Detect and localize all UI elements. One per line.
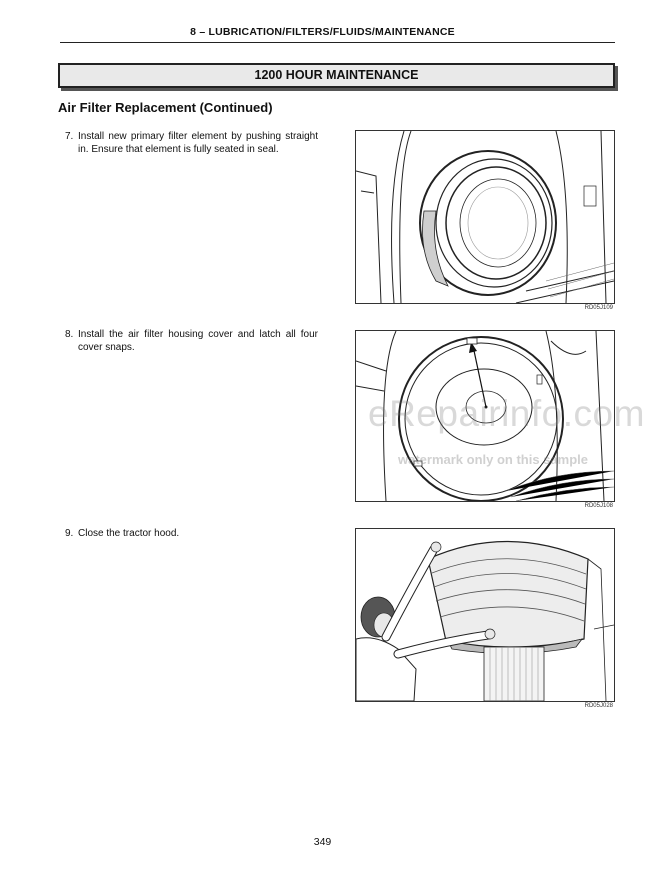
figure-code: RD05J108 bbox=[584, 503, 613, 509]
figure-filter-element bbox=[355, 130, 615, 304]
step-number: 9. bbox=[65, 528, 74, 539]
page-number: 349 bbox=[313, 836, 332, 848]
chapter-header: 8 – LUBRICATION/FILTERS/FLUIDS/MAINTENANCE bbox=[190, 26, 455, 38]
figure-code: RD05J028 bbox=[584, 703, 613, 709]
step-9 bbox=[65, 527, 318, 540]
filter-element-illustration bbox=[356, 131, 614, 303]
figure-code: RD05J109 bbox=[584, 305, 613, 311]
figure-close-hood bbox=[355, 528, 615, 702]
header-rule bbox=[60, 42, 615, 43]
step-text: Install new primary filter element by pushing straight in. Ensure that element is fully seated in seal. bbox=[78, 131, 318, 155]
step-text: Install the air filter housing cover and latch all four cover snaps. bbox=[78, 329, 318, 353]
step-7 bbox=[65, 130, 318, 156]
step-number: 8. bbox=[65, 329, 74, 340]
step-8 bbox=[65, 328, 318, 354]
section-title: Air Filter Replacement (Continued) bbox=[58, 100, 273, 115]
section-banner: 1200 HOUR MAINTENANCE bbox=[58, 63, 615, 88]
watermark-subtext: watermark only on this sample bbox=[398, 452, 589, 467]
step-text: Close the tractor hood. bbox=[78, 528, 180, 539]
watermark-text: eRepairinfo.com bbox=[368, 393, 645, 434]
close-hood-illustration bbox=[356, 529, 614, 701]
step-number: 7. bbox=[65, 131, 74, 142]
